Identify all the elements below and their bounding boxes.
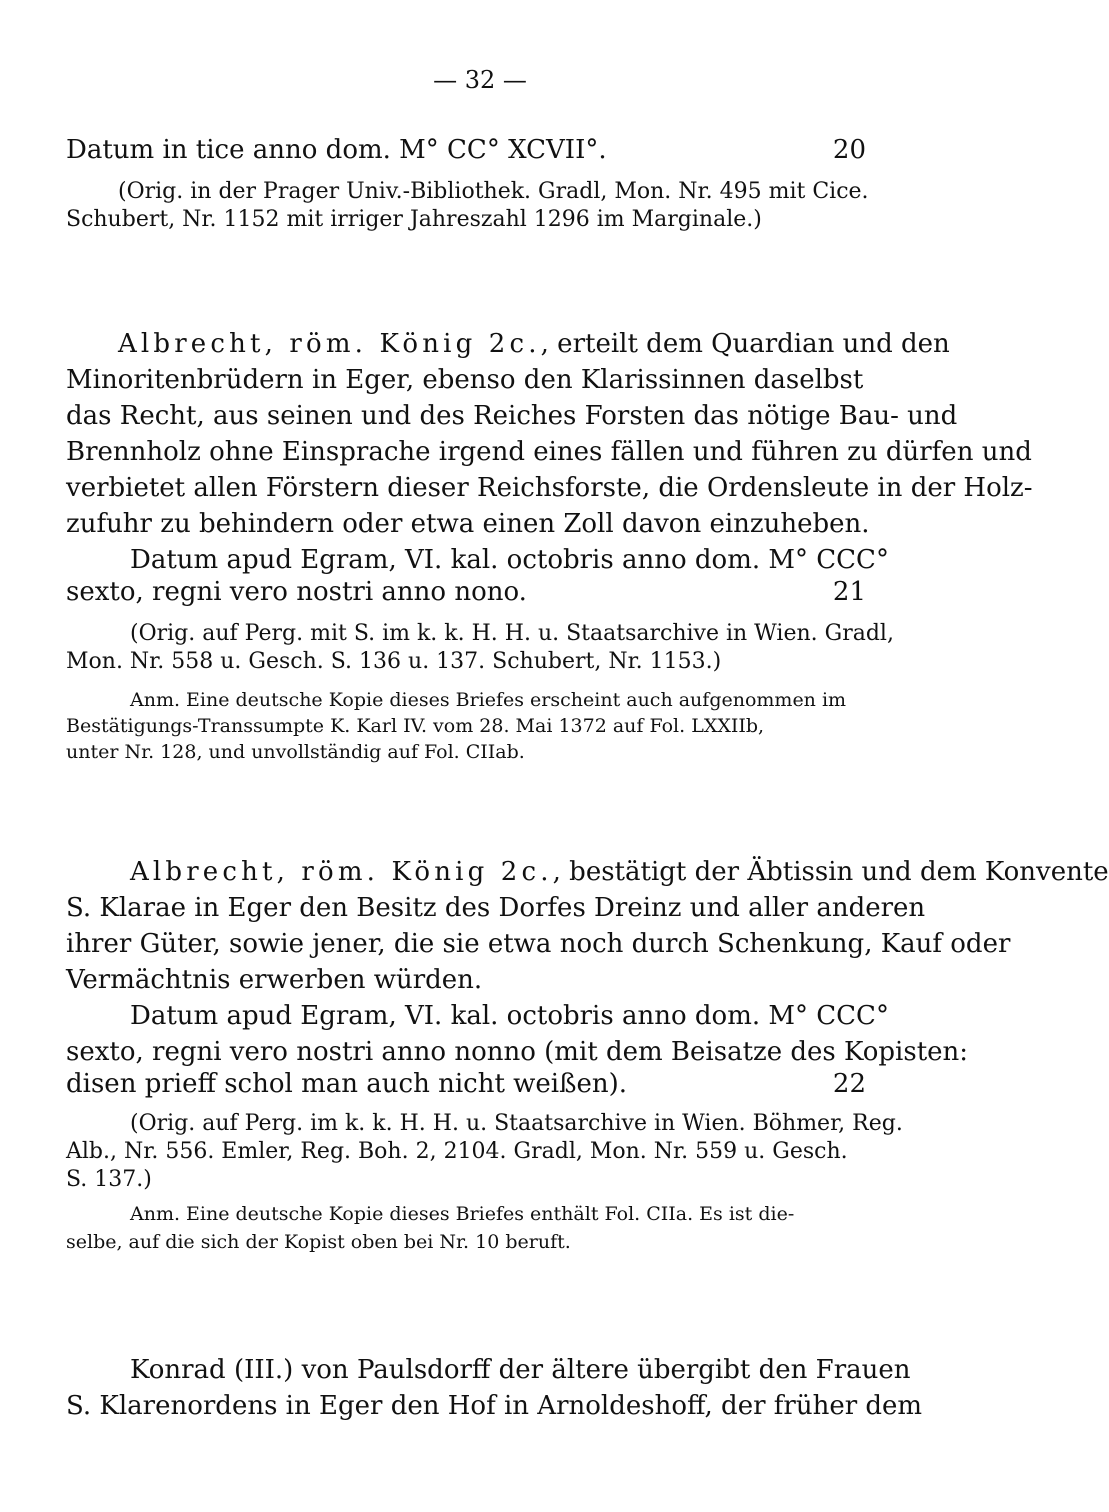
entry-23-body-line-1: Konrad (III.) von Paulsdorff der ältere übergibt den Frauen (130, 1355, 911, 1385)
entry-22-note-line-1: (Orig. auf Perg. im k. k. H. H. u. Staatsarchive in Wien. Böhmer, Reg. (130, 1111, 903, 1136)
entry-21-anm-line-3: unter Nr. 128, und unvollständig auf Fol. CIIab. (66, 741, 525, 763)
issuer-name: Albrecht, röm. König 2c. (118, 329, 541, 359)
entry-22-datum-line-3 (66, 1070, 896, 1099)
entry-22-note-line-2: Alb., Nr. 556. Emler, Reg. Boh. 2, 2104. Gradl, Mon. Nr. 559 u. Gesch. (66, 1139, 848, 1164)
entry-21-body-line-1 (118, 329, 950, 359)
entry-22-body-line-2: S. Klarae in Eger den Besitz des Dorfes Dreinz und aller anderen (66, 893, 926, 923)
entry-21-note-line-1: (Orig. auf Perg. mit S. im k. k. H. H. u. Staatsarchive in Wien. Gradl, (130, 621, 894, 646)
entry-20-datum (66, 136, 896, 165)
entry-22-anm-line-2: selbe, auf die sich der Kopist oben bei Nr. 10 beruft. (66, 1231, 571, 1253)
body-text: , bestätigt der Äbtissin und dem Konvente (552, 857, 1109, 887)
issuer-name: Albrecht, röm. König 2c. (130, 857, 553, 887)
entry-22-anm-line-1: Anm. Eine deutsche Kopie dieses Briefes enthält Fol. CIIa. Es ist die- (130, 1203, 795, 1225)
datum-text: disen prieff schol man auch nicht weißen). (66, 1069, 628, 1099)
entry-22-body-line-4: Vermächtnis erwerben würden. (66, 965, 483, 995)
entry-21-datum-line-1: Datum apud Egram, VI. kal. octobris anno dom. M° CCC° (130, 545, 889, 575)
document-number: 21 (832, 577, 866, 607)
entry-21-datum-line-2 (66, 578, 896, 607)
entry-22-body-line-1 (130, 857, 1109, 887)
datum-text: sexto, regni vero nostri anno nono. (66, 577, 527, 607)
entry-21-body-line-6: zufuhr zu behindern oder etwa einen Zoll davon einzuheben. (66, 509, 870, 539)
page-number: — 32 — (433, 66, 527, 94)
body-text: , erteilt dem Quardian und den (540, 329, 950, 359)
entry-21-anm-line-2: Bestätigungs-Transsumpte K. Karl IV. vom 28. Mai 1372 auf Fol. LXXIIb, (66, 715, 765, 737)
entry-21-body-line-2: Minoritenbrüdern in Eger, ebenso den Klarissinnen daselbst (66, 365, 864, 395)
entry-22-datum-line-1: Datum apud Egram, VI. kal. octobris anno dom. M° CCC° (130, 1001, 889, 1031)
entry-21-anm-line-1: Anm. Eine deutsche Kopie dieses Briefes erscheint auch aufgenommen im (130, 689, 847, 711)
entry-22-note-line-3: S. 137.) (66, 1167, 152, 1192)
entry-21-body-line-5: verbietet allen Förstern dieser Reichsforste, die Ordensleute in der Holz- (66, 473, 1033, 503)
entry-20-note-line-1: (Orig. in der Prager Univ.-Bibliothek. Gradl, Mon. Nr. 495 mit Cice. (118, 179, 869, 204)
entry-21-note-line-2: Mon. Nr. 558 u. Gesch. S. 136 u. 137. Schubert, Nr. 1153.) (66, 649, 722, 674)
entry-23-body-line-2: S. Klarenordens in Eger den Hof in Arnoldeshoff, der früher dem (66, 1391, 923, 1421)
entry-21-body-line-3: das Recht, aus seinen und des Reiches Forsten das nötige Bau- und (66, 401, 958, 431)
entry-20-note-line-2: Schubert, Nr. 1152 mit irriger Jahreszahl 1296 im Marginale.) (66, 207, 762, 232)
document-number: 22 (832, 1069, 866, 1099)
entry-22-body-line-3: ihrer Güter, sowie jener, die sie etwa noch durch Schenkung, Kauf oder (66, 929, 1011, 959)
entry-22-datum-line-2: sexto, regni vero nostri anno nonno (mit dem Beisatze des Kopisten: (66, 1037, 969, 1067)
entry-21-body-line-4: Brennholz ohne Einsprache irgend eines fällen und führen zu dürfen und (66, 437, 1032, 467)
document-number: 20 (832, 135, 866, 165)
datum-text: Datum in tice anno dom. M° CC° XCVII°. (66, 135, 607, 165)
